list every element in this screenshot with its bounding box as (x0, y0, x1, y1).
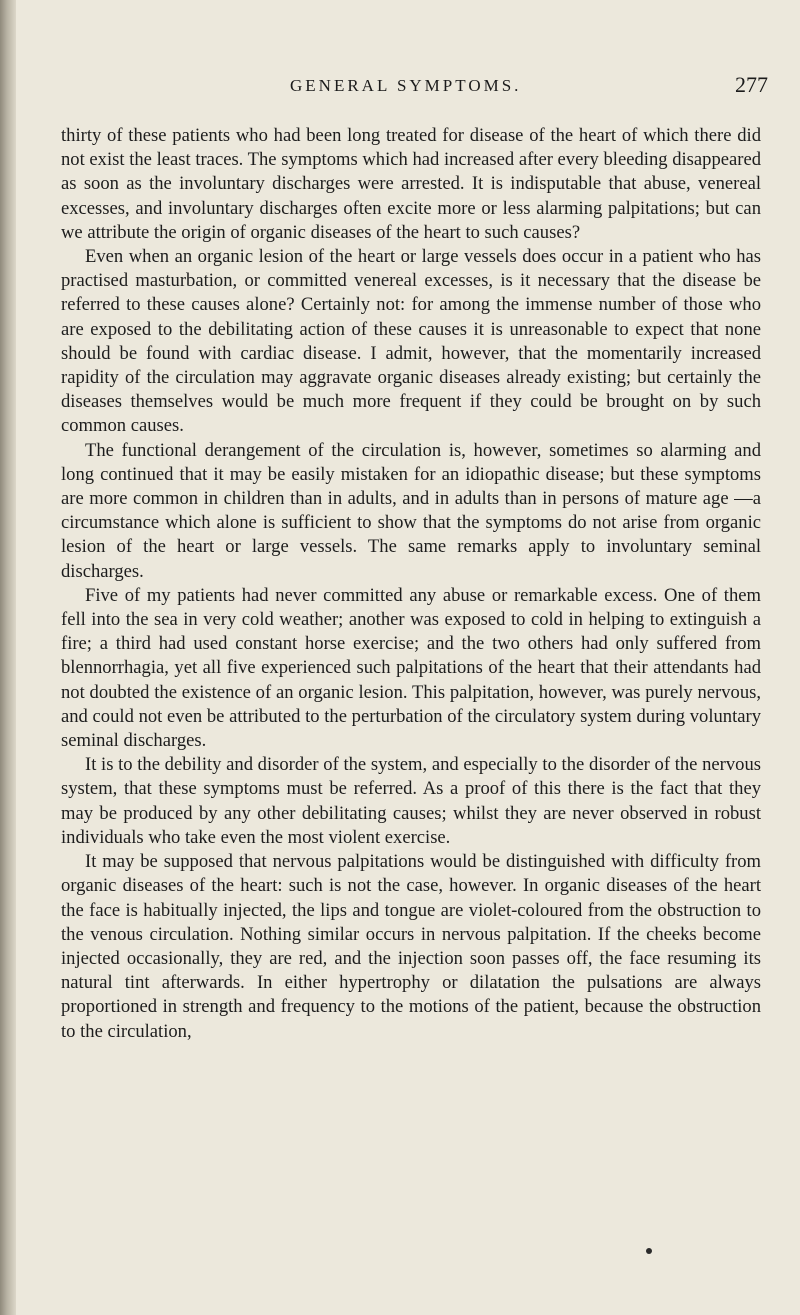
paragraph: Five of my patients had never committed any abuse or remarkable excess. One of them fell into the sea in very cold weather; another was exposed to cold in helping to extinguish a fire; a third had used constant horse exercise; and the two others had only suffered from blennorrhagia, yet all five experienced such palpitations of the heart that their attendants had not doubted the existence of an organic lesion. This palpitation, however, was purely nervous, and could not even be attributed to the perturbation of the circulatory system during voluntary seminal discharges. (61, 584, 761, 752)
page-header (0, 72, 800, 102)
ink-spot (646, 1248, 652, 1254)
running-head: GENERAL SYMPTOMS. (290, 76, 522, 95)
page-number: 277 (735, 72, 768, 97)
body-text (61, 124, 761, 1044)
paragraph: Even when an organic lesion of the heart or large vessels does occur in a patient who has practised masturbation, or committed venereal excesses, is it necessary that the disease be referred to these causes alone? Certainly not: for among the immense number of those who are exposed to the debilitating action of these causes it is unreasonable to expect that none should be found with cardiac disease. I admit, however, that the momentarily increased rapidity of the circulation may aggravate organic diseases already existing; but certainly the diseases themselves would be much more frequent if they could be brought on by such common causes. (61, 246, 761, 437)
paragraph: The functional derangement of the circulation is, however, sometimes so alarming and long continued that it may be easily mistaken for an idiopathic disease; but these symptoms are more common in children than in adults, and in adults than in persons of mature age —a circumstance which alone is sufficient to show that the symptoms do not arise from organic lesion of the heart or large vessels. The same remarks apply to involuntary seminal discharges. (61, 439, 761, 582)
paragraph: It may be supposed that nervous palpitations would be distinguished with difficulty from organic diseases of the heart: such is not the case, however. In organic diseases of the heart the face is habitually injected, the lips and tongue are violet-coloured from the obstruction to the venous circulation. Nothing similar occurs in nervous palpitation. If the cheeks become injected occasionally, they are red, and the injection soon passes off, the face resuming its natural tint afterwards. In either hypertrophy or dilatation the pulsations are always proportioned in strength and frequency to the motions of the patient, because the obstruction to the circulation, (61, 851, 761, 1042)
page-binding-shadow (0, 0, 16, 1315)
paragraph: thirty of these patients who had been long treated for disease of the heart of which there did not exist the least traces. The symptoms which had increased after every bleeding disappeared as soon as the involuntary discharges were arrested. It is indisputable that abuse, venereal excesses, and involuntary discharges often excite more or less alarming palpitations; but can we attribute the origin of organic diseases of the heart to such causes? (61, 125, 761, 243)
paragraph: It is to the debility and disorder of the system, and especially to the disorder of the nervous system, that these symptoms must be referred. As a proof of this there is the fact that they may be produced by any other debilitating causes; whilst they are never observed in robust individuals who take even the most violent exercise. (61, 754, 761, 848)
